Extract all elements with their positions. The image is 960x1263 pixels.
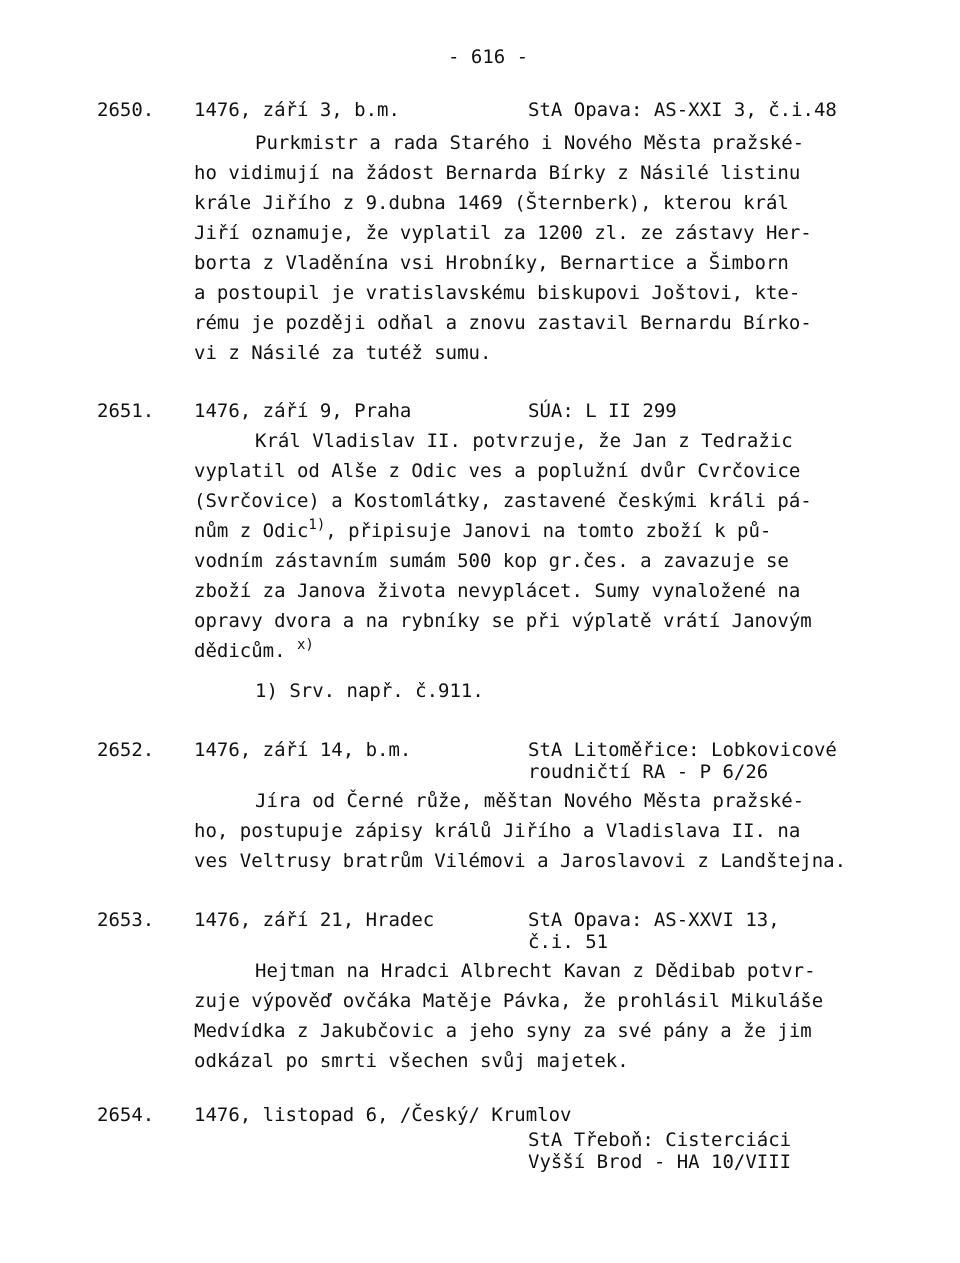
entry-text-line: vodním zástavním sumám 500 kop gr.čes. a zavazuje se [194,550,789,572]
entry-text-line: Medvídka z Jakubčovic a jeho syny za své pány a že jim [194,1020,812,1042]
entry-date: 1476, září 14, b.m. [194,739,412,761]
footnote-marker: 1) [308,517,326,533]
entry-date: 1476, září 9, Praha [194,400,412,422]
entry-source: č.i. 51 [528,931,609,953]
entry-text-line [194,516,771,548]
entry-text-line [194,636,314,668]
page-number: - 616 - [448,46,529,68]
entry-date: 1476, listopad 6, /Český/ Krumlov [194,1104,572,1126]
entry-text-line: odkázal po smrti všechen svůj majetek. [194,1050,629,1072]
entry-source: Vyšší Brod - HA 10/VIII [528,1151,792,1173]
entry-text-line: ho, postupuje zápisy králů Jiřího a Vladislava II. na [194,820,801,842]
entry-text-line: zboží za Janova života nevyplácet. Sumy vynaložené na [194,580,801,602]
entry-text-line: Jíra od Černé růže, měštan Nového Města pražské- [255,790,805,812]
entry-text-line: vyplatil od Alše z Odic ves a poplužní dvůr Cvrčovice [194,460,801,482]
entry-text-line: vi z Násilé za tutéž sumu. [194,342,492,364]
entry-number: 2653. [97,909,155,931]
entry-number: 2654. [97,1104,155,1126]
footnote: 1) Srv. např. č.911. [255,680,484,702]
entry-source: StA Opava: AS-XXI 3, č.i.48 [528,99,837,121]
entry-date: 1476, září 3, b.m. [194,99,400,121]
entry-text-line: Hejtman na Hradci Albrecht Kavan z Dědibab potvr- [255,960,816,982]
annotation-marker: x) [296,637,314,653]
entry-text-line: opravy dvora a na rybníky se při výplatě vrátí Janovým [194,610,812,632]
entry-text-line: (Svrčovice) a Kostomlátky, zastavené českými králi pá- [194,490,812,512]
entry-text-line: rému je později odňal a znovu zastavil Bernardu Bírko- [194,312,812,334]
entry-text-line: ves Veltrusy bratrům Vilémovi a Jaroslavovi z Landštejna. [194,850,847,872]
entry-text-line: krále Jiřího z 9.dubna 1469 (Šternberk), kterou král [194,192,789,214]
entry-source: SÚA: L II 299 [528,400,677,422]
entry-text-line: zuje výpověď ovčáka Matěje Pávka, že prohlásil Mikuláše [194,990,824,1012]
entry-text-line: Jiří oznamuje, že vyplatil za 1200 zl. ze zástavy Her- [194,222,812,244]
entry-number: 2651. [97,400,155,422]
entry-text-line: a postoupil je vratislavskému biskupovi Joštovi, kte- [194,282,801,304]
entry-date: 1476, září 21, Hradec [194,909,435,931]
entry-number: 2652. [97,739,155,761]
entry-text-fragment: dědicům. [194,640,286,662]
entry-text-fragment: nům z Odic [194,520,309,542]
entry-source: roudničtí RA - P 6/26 [528,761,769,783]
entry-text-line: ho vidimují na žádost Bernarda Bírky z Násilé listinu [194,162,801,184]
entry-text-line: Král Vladislav II. potvrzuje, že Jan z Tedražic [255,430,793,452]
entry-source: StA Třeboň: Cisterciáci [528,1129,792,1151]
entry-number: 2650. [97,99,155,121]
entry-source: StA Litoměřice: Lobkovicové [528,739,837,761]
entry-text-line: borta z Vladěnína vsi Hrobníky, Bernartice a Šimborn [194,252,789,274]
entry-source: StA Opava: AS-XXVI 13, [528,909,780,931]
entry-text-fragment: , připisuje Janovi na tomto zboží k pů- [325,520,772,542]
entry-text-line: Purkmistr a rada Starého i Nového Města pražské- [255,132,805,154]
